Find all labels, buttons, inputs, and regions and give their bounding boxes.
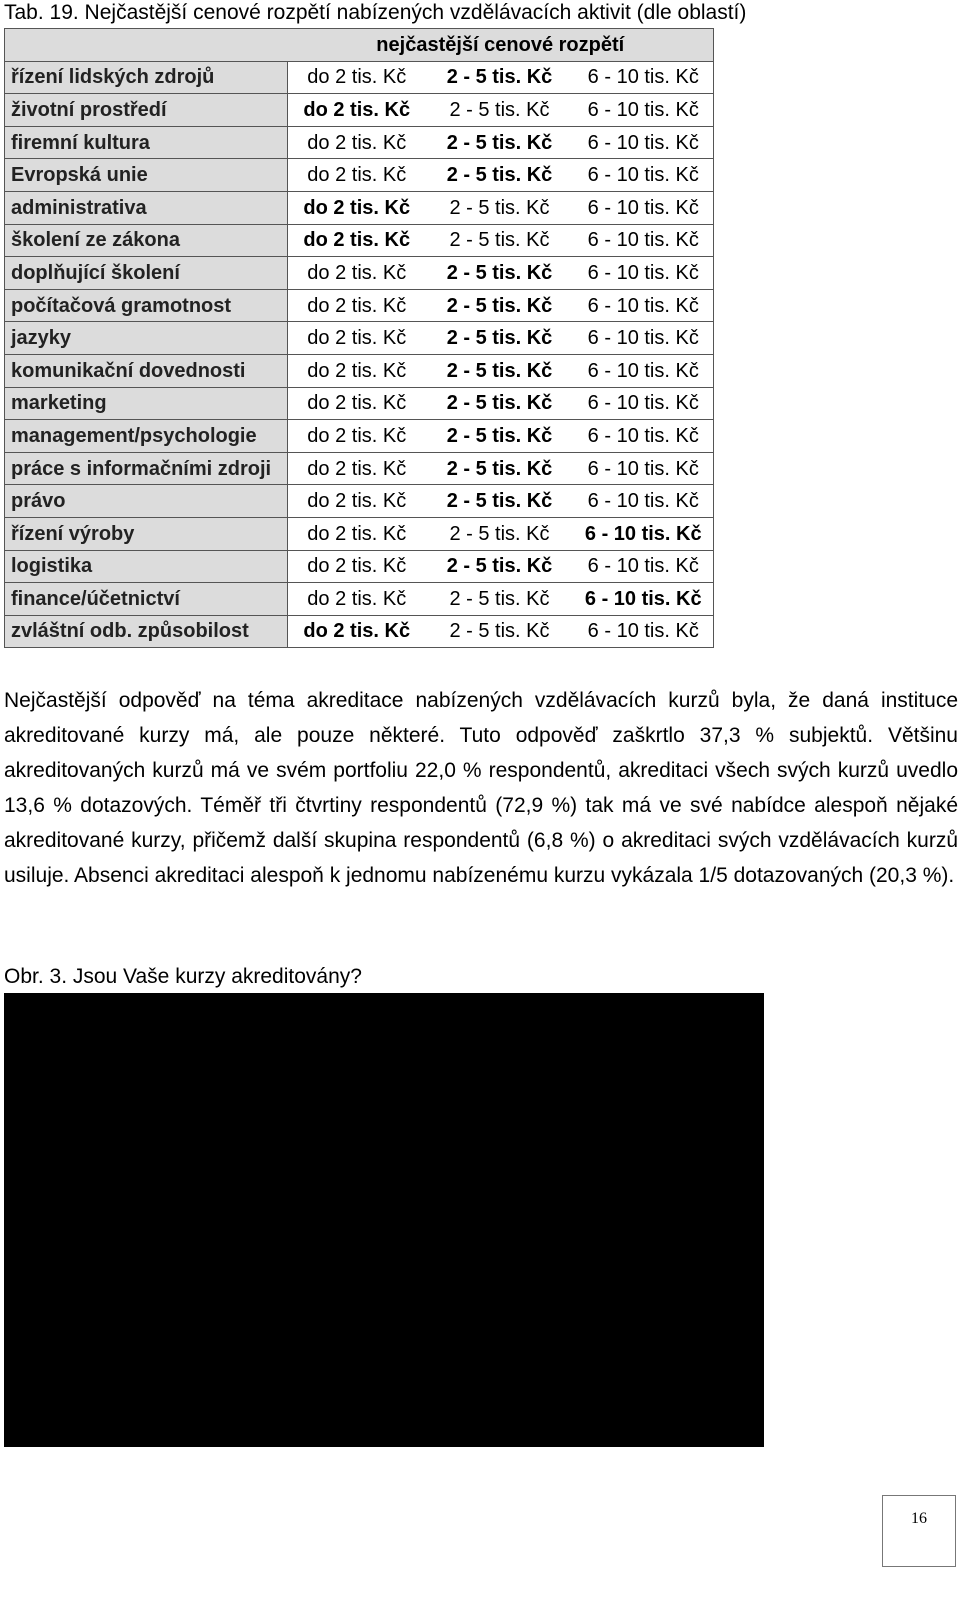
- row-label: doplňující školení: [5, 257, 288, 290]
- row-label: marketing: [5, 387, 288, 420]
- price-cell: 6 - 10 tis. Kč: [574, 257, 714, 290]
- row-label: management/psychologie: [5, 420, 288, 453]
- row-label: logistika: [5, 550, 288, 583]
- price-cell: 6 - 10 tis. Kč: [574, 387, 714, 420]
- table-row: [5, 387, 714, 420]
- figure-caption: Obr. 3. Jsou Vaše kurzy akreditovány?: [4, 965, 362, 988]
- price-cell: do 2 tis. Kč: [288, 257, 426, 290]
- price-cell: 6 - 10 tis. Kč: [574, 452, 714, 485]
- price-cell: 6 - 10 tis. Kč: [574, 583, 714, 616]
- table-row: [5, 126, 714, 159]
- price-cell: 6 - 10 tis. Kč: [574, 126, 714, 159]
- price-cell: 2 - 5 tis. Kč: [426, 257, 574, 290]
- row-label: právo: [5, 485, 288, 518]
- row-label: komunikační dovednosti: [5, 354, 288, 387]
- header-empty-cell: [5, 29, 288, 62]
- row-label: životní prostředí: [5, 94, 288, 127]
- price-cell: do 2 tis. Kč: [288, 550, 426, 583]
- price-cell: 2 - 5 tis. Kč: [426, 485, 574, 518]
- price-cell: do 2 tis. Kč: [288, 420, 426, 453]
- table-row: [5, 224, 714, 257]
- row-label: počítačová gramotnost: [5, 289, 288, 322]
- price-cell: do 2 tis. Kč: [288, 517, 426, 550]
- price-cell: 2 - 5 tis. Kč: [426, 289, 574, 322]
- price-cell: 6 - 10 tis. Kč: [574, 322, 714, 355]
- row-label: školení ze zákona: [5, 224, 288, 257]
- price-cell: 2 - 5 tis. Kč: [426, 61, 574, 94]
- table-row: [5, 289, 714, 322]
- price-cell: 2 - 5 tis. Kč: [426, 322, 574, 355]
- price-cell: 2 - 5 tis. Kč: [426, 126, 574, 159]
- table-row: [5, 61, 714, 94]
- price-cell: 2 - 5 tis. Kč: [426, 354, 574, 387]
- price-cell: 6 - 10 tis. Kč: [574, 191, 714, 224]
- table-row: [5, 517, 714, 550]
- price-cell: 2 - 5 tis. Kč: [426, 615, 574, 648]
- row-label: řízení lidských zdrojů: [5, 61, 288, 94]
- table-row: [5, 191, 714, 224]
- table-row: [5, 94, 714, 127]
- price-cell: 2 - 5 tis. Kč: [426, 517, 574, 550]
- table-row: [5, 354, 714, 387]
- price-cell: do 2 tis. Kč: [288, 159, 426, 192]
- price-cell: do 2 tis. Kč: [288, 224, 426, 257]
- price-cell: 6 - 10 tis. Kč: [574, 420, 714, 453]
- table-row: [5, 322, 714, 355]
- price-cell: 6 - 10 tis. Kč: [574, 550, 714, 583]
- price-cell: 6 - 10 tis. Kč: [574, 485, 714, 518]
- price-cell: 6 - 10 tis. Kč: [574, 94, 714, 127]
- row-label: firemní kultura: [5, 126, 288, 159]
- price-cell: 2 - 5 tis. Kč: [426, 420, 574, 453]
- row-label: administrativa: [5, 191, 288, 224]
- price-cell: 2 - 5 tis. Kč: [426, 191, 574, 224]
- body-paragraph: Nejčastější odpověď na téma akreditace nabízených vzdělávacích kurzů byla, že daná instituce akreditované kurzy má, ale pouze některé. Tuto odpověď zaškrtlo 37,3 % subjektů. Většinu akreditovaných kurzů má ve svém portfoliu 22,0 % respondentů, akreditaci všech svých kurzů uvedlo 13,6 % dotazových. Téměř tři čtvrtiny respondentů (72,9 %) tak má ve své nabídce alespoň nějaké akreditované kurzy, přičemž další skupina respondentů (6,8 %) o akreditaci svých vzdělávacích kurzů usiluje. Absenci akreditaci alespoň k jednomu nabízenému kurzu vykázala 1/5 dotazovaných (20,3 %).: [4, 689, 958, 887]
- price-cell: do 2 tis. Kč: [288, 191, 426, 224]
- price-cell: 6 - 10 tis. Kč: [574, 224, 714, 257]
- price-cell: 2 - 5 tis. Kč: [426, 224, 574, 257]
- table-row: [5, 550, 714, 583]
- price-cell: 2 - 5 tis. Kč: [426, 583, 574, 616]
- price-cell: do 2 tis. Kč: [288, 485, 426, 518]
- price-cell: 6 - 10 tis. Kč: [574, 354, 714, 387]
- price-cell: do 2 tis. Kč: [288, 322, 426, 355]
- table-row: [5, 452, 714, 485]
- price-range-table: [4, 28, 714, 648]
- row-label: řízení výroby: [5, 517, 288, 550]
- page-number: 16: [911, 1510, 927, 1527]
- price-cell: 2 - 5 tis. Kč: [426, 94, 574, 127]
- table-row: [5, 583, 714, 616]
- table-header-row: [5, 29, 714, 62]
- price-cell: do 2 tis. Kč: [288, 61, 426, 94]
- page-number-box: [882, 1495, 956, 1567]
- price-cell: 6 - 10 tis. Kč: [574, 615, 714, 648]
- price-cell: 6 - 10 tis. Kč: [574, 289, 714, 322]
- row-label: Evropská unie: [5, 159, 288, 192]
- table-row: [5, 420, 714, 453]
- price-cell: do 2 tis. Kč: [288, 387, 426, 420]
- price-cell: 6 - 10 tis. Kč: [574, 61, 714, 94]
- price-cell: do 2 tis. Kč: [288, 615, 426, 648]
- table-row: [5, 615, 714, 648]
- row-label: jazyky: [5, 322, 288, 355]
- price-cell: 2 - 5 tis. Kč: [426, 452, 574, 485]
- table-caption: Tab. 19. Nejčastější cenové rozpětí nabízených vzdělávacích aktivit (dle oblastí): [4, 1, 747, 24]
- table-row: [5, 257, 714, 290]
- price-cell: do 2 tis. Kč: [288, 289, 426, 322]
- table-row: [5, 485, 714, 518]
- figure-image: [4, 993, 764, 1447]
- price-cell: 2 - 5 tis. Kč: [426, 159, 574, 192]
- table-header: nejčastější cenové rozpětí: [288, 29, 714, 62]
- price-cell: do 2 tis. Kč: [288, 354, 426, 387]
- price-cell: 6 - 10 tis. Kč: [574, 159, 714, 192]
- table-body: [5, 29, 714, 648]
- price-cell: 6 - 10 tis. Kč: [574, 517, 714, 550]
- price-cell: 2 - 5 tis. Kč: [426, 550, 574, 583]
- price-cell: do 2 tis. Kč: [288, 583, 426, 616]
- row-label: práce s informačními zdroji: [5, 452, 288, 485]
- price-cell: do 2 tis. Kč: [288, 94, 426, 127]
- price-cell: 2 - 5 tis. Kč: [426, 387, 574, 420]
- price-cell: do 2 tis. Kč: [288, 126, 426, 159]
- row-label: zvláštní odb. způsobilost: [5, 615, 288, 648]
- price-cell: do 2 tis. Kč: [288, 452, 426, 485]
- table-row: [5, 159, 714, 192]
- row-label: finance/účetnictví: [5, 583, 288, 616]
